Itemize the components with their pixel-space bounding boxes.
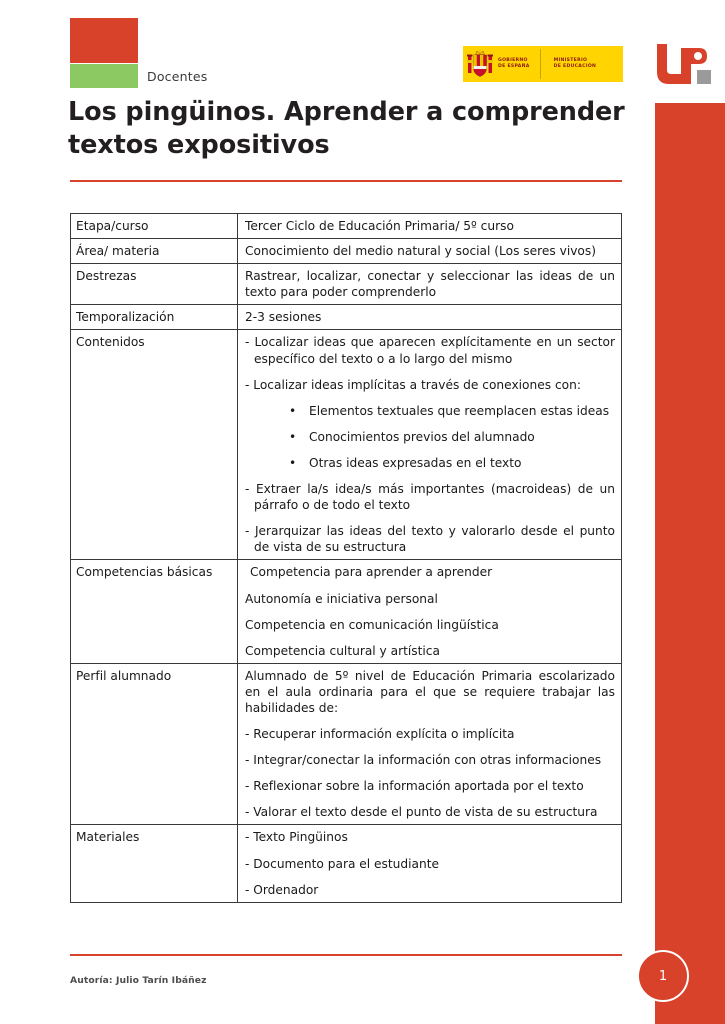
lesson-plan-table: [70, 213, 622, 903]
contenidos-item-3: - Extraer la/s idea/s más importantes (macroideas) de un párrafo o de todo el texto: [245, 482, 615, 513]
table-row: [71, 214, 622, 239]
gov-logo-line-1: GOBIERNO: [498, 58, 528, 64]
gov-logo-line-2: DE ESPAÑA: [498, 64, 530, 69]
gov-logo-line-4: DE EDUCACIÓN: [553, 64, 597, 69]
row-label-destrezas: Destrezas: [71, 264, 238, 305]
competencia-item-3: Competencia en comunicación lingüística: [245, 617, 499, 632]
perfil-item-3: - Reflexionar sobre la información aportada por el texto: [245, 779, 584, 794]
footer-rule: [70, 954, 622, 956]
materiales-item-3: - Ordenador: [245, 882, 319, 897]
materiales-item-1: - Texto Pingüinos: [245, 830, 348, 845]
gov-logo-line-3: MINISTERIO: [553, 58, 588, 64]
row-label-competencias-basicas: Competencias básicas: [71, 560, 238, 663]
perfil-intro: Alumnado de 5º nivel de Educación Primaria escolarizado en el aula ordinaria para el que se requiere trabajar las habilidades de:: [245, 668, 615, 715]
logo-divider: [540, 49, 541, 79]
table-row: [71, 825, 622, 902]
table-row: [71, 239, 622, 264]
contenidos-item-1: - Localizar ideas que aparecen explícitamente en un sector específico del texto o a lo largo del mismo: [245, 335, 615, 366]
row-value-competencias-basicas: [238, 560, 622, 663]
contenidos-bullet-1: • Elementos textuales que reemplacen estas ideas: [245, 403, 615, 419]
header-red-block: [70, 18, 138, 63]
page-number-badge: 1: [637, 950, 689, 1002]
competencia-item-2: Autonomía e iniciativa personal: [245, 591, 438, 606]
row-value-temporalizacion: 2-3 sesiones: [238, 305, 622, 330]
table-row: [71, 663, 622, 825]
contenidos-item-2: - Localizar ideas implícitas a través de conexiones con:: [245, 377, 581, 392]
perfil-item-2: - Integrar/conectar la información con otras informaciones: [245, 753, 602, 768]
table-row: [71, 560, 622, 663]
row-value-area-materia: Conocimiento del medio natural y social (Los seres vivos): [238, 239, 622, 264]
header-green-block: [70, 64, 138, 88]
materiales-item-2: - Documento para el estudiante: [245, 856, 440, 871]
table-row: [71, 305, 622, 330]
row-label-materiales: Materiales: [71, 825, 238, 902]
row-label-contenidos: Contenidos: [71, 330, 238, 560]
contenidos-bullet-list: [245, 403, 615, 471]
title-rule: [70, 180, 622, 182]
row-value-destrezas: Rastrear, localizar, conectar y seleccionar las ideas de un texto para poder comprenderlo: [238, 264, 622, 305]
contenidos-bullet-3: • Otras ideas expresadas en el texto: [245, 455, 615, 471]
page-title: Los pingüinos. Aprender a comprender textos expositivos: [68, 97, 625, 160]
row-label-area-materia: Área/ materia: [71, 239, 238, 264]
right-accent-bar: [655, 103, 725, 1024]
table-row: [71, 330, 622, 560]
row-value-materiales: [238, 825, 622, 902]
gobierno-de-espana-logo: [463, 46, 623, 82]
table-row: [71, 264, 622, 305]
row-label-perfil-alumnado: Perfil alumnado: [71, 663, 238, 825]
row-value-contenidos: [238, 330, 622, 560]
contenidos-item-4: - Jerarquizar las ideas del texto y valorarlo desde el punto de vista de su estructura: [245, 524, 615, 555]
gobierno-de-espana-text: [493, 58, 530, 69]
competencia-item-4: Competencia cultural y artística: [245, 643, 440, 658]
row-value-etapa-curso: Tercer Ciclo de Educación Primaria/ 5º curso: [238, 214, 622, 239]
perfil-item-4: - Valorar el texto desde el punto de vista de su estructura: [245, 805, 598, 820]
ministerio-de-educacion-text: [549, 58, 597, 69]
section-label: Docentes: [147, 69, 208, 84]
perfil-item-1: - Recuperar información explícita o implícita: [245, 727, 515, 742]
leer-es-logo: [655, 40, 713, 88]
row-label-etapa-curso: Etapa/curso: [71, 214, 238, 239]
row-value-perfil-alumnado: [238, 663, 622, 825]
competencia-item-1: Competencia para aprender a aprender: [250, 565, 493, 580]
contenidos-bullet-2: • Conocimientos previos del alumnado: [245, 429, 615, 445]
spain-coat-of-arms-icon: [467, 49, 493, 79]
row-label-temporalizacion: Temporalización: [71, 305, 238, 330]
author-credit: Autoría: Julio Tarín Ibáñez: [70, 975, 207, 986]
